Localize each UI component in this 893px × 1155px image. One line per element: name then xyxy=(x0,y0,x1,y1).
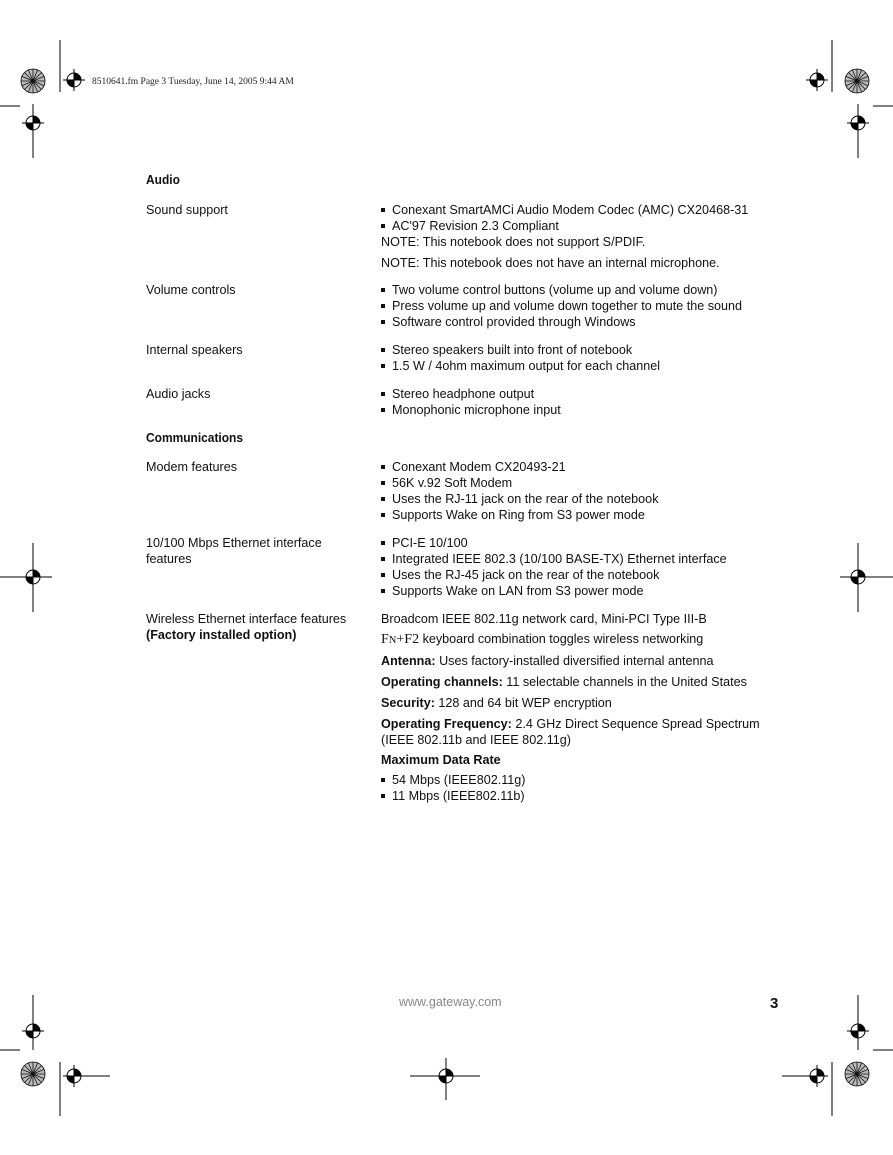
row-description xyxy=(381,535,786,599)
list-item: Supports Wake on LAN from S3 power mode xyxy=(381,583,786,599)
list-item: Stereo speakers built into front of notebook xyxy=(381,342,786,358)
row-label: 10/100 Mbps Ethernet interface features xyxy=(146,536,322,566)
row-description xyxy=(381,611,786,804)
fn-key-label: FN+F2 xyxy=(381,632,420,647)
sound-support-row xyxy=(146,202,786,271)
row-description xyxy=(381,282,786,330)
modem-row xyxy=(146,459,786,523)
spec-content xyxy=(146,172,786,804)
list-item: 11 Mbps (IEEE802.11b) xyxy=(381,788,786,804)
list-item: Supports Wake on Ring from S3 power mode xyxy=(381,507,786,523)
list-item: Monophonic microphone input xyxy=(381,402,786,418)
registration-cross-icon xyxy=(63,69,85,91)
note-text: NOTE: This notebook does not have an internal microphone. xyxy=(381,256,720,270)
star-target-icon xyxy=(845,1062,869,1086)
star-target-icon xyxy=(21,69,45,93)
row-label: Sound support xyxy=(146,203,228,217)
wireless-label: Wireless Ethernet interface features xyxy=(146,612,347,626)
data-rate-heading: Maximum Data Rate xyxy=(381,753,501,767)
file-info-header: 8510641.fm Page 3 Tuesday, June 14, 2005 9:44 AM xyxy=(92,77,294,87)
row-label: Volume controls xyxy=(146,283,236,297)
list-item: Uses the RJ-11 jack on the rear of the notebook xyxy=(381,491,786,507)
note-text: NOTE: This notebook does not support S/PDIF. xyxy=(381,235,646,249)
wireless-row xyxy=(146,611,786,804)
audio-section-title: Audio xyxy=(146,172,180,187)
footer-url: www.gateway.com xyxy=(399,995,502,1009)
list-item: 1.5 W / 4ohm maximum output for each channel xyxy=(381,358,786,374)
list-item: PCI-E 10/100 xyxy=(381,535,786,551)
bullet-list xyxy=(381,282,786,330)
bullet-list xyxy=(381,202,786,234)
bullet-list xyxy=(381,535,786,599)
list-item: Press volume up and volume down together to mute the sound xyxy=(381,298,786,314)
bullet-list xyxy=(381,386,786,418)
list-item: Software control provided through Windows xyxy=(381,314,786,330)
audio-jacks-row xyxy=(146,386,786,418)
list-item: AC'97 Revision 2.3 Compliant xyxy=(381,218,786,234)
security-text: Security: 128 and 64 bit WEP encryption xyxy=(381,696,612,710)
list-item: Conexant Modem CX20493-21 xyxy=(381,459,786,475)
antenna-text: Antenna: Uses factory-installed diversified internal antenna xyxy=(381,654,714,668)
internal-speakers-row xyxy=(146,342,786,374)
page-number: 3 xyxy=(770,995,779,1012)
row-label: Internal speakers xyxy=(146,343,243,357)
card-text: Broadcom IEEE 802.11g network card, Mini-PCI Type III-B xyxy=(381,612,707,626)
row-description xyxy=(381,342,786,374)
row-description xyxy=(381,459,786,523)
row-description xyxy=(381,386,786,418)
list-item: 56K v.92 Soft Modem xyxy=(381,475,786,491)
bullet-list xyxy=(381,772,786,804)
row-label: Modem features xyxy=(146,460,237,474)
star-target-icon xyxy=(21,1062,45,1086)
row-label xyxy=(146,611,381,804)
communications-section-title: Communications xyxy=(146,430,244,445)
list-item: Conexant SmartAMCi Audio Modem Codec (AMC) CX20468-31 xyxy=(381,202,786,218)
ethernet-row xyxy=(146,535,786,599)
star-target-icon xyxy=(845,69,869,93)
frequency-text: Operating Frequency: 2.4 GHz Direct Sequence Spread Spectrum (IEEE 802.11b and IEEE 802.11g) xyxy=(381,717,760,747)
list-item: Integrated IEEE 802.3 (10/100 BASE-TX) Ethernet interface xyxy=(381,551,786,567)
bullet-list xyxy=(381,459,786,523)
volume-controls-row xyxy=(146,282,786,330)
registration-cross-icon xyxy=(806,69,828,91)
key-combo-text: FN+F2 keyboard combination toggles wireless networking xyxy=(381,632,704,647)
row-description xyxy=(381,202,786,271)
list-item: Uses the RJ-45 jack on the rear of the notebook xyxy=(381,567,786,583)
list-item: 54 Mbps (IEEE802.11g) xyxy=(381,772,786,788)
list-item: Two volume control buttons (volume up and volume down) xyxy=(381,282,786,298)
list-item: Stereo headphone output xyxy=(381,386,786,402)
factory-option-label: (Factory installed option) xyxy=(146,628,297,642)
row-label: Audio jacks xyxy=(146,387,211,401)
channels-text: Operating channels: 11 selectable channels in the United States xyxy=(381,675,747,689)
bullet-list xyxy=(381,342,786,374)
